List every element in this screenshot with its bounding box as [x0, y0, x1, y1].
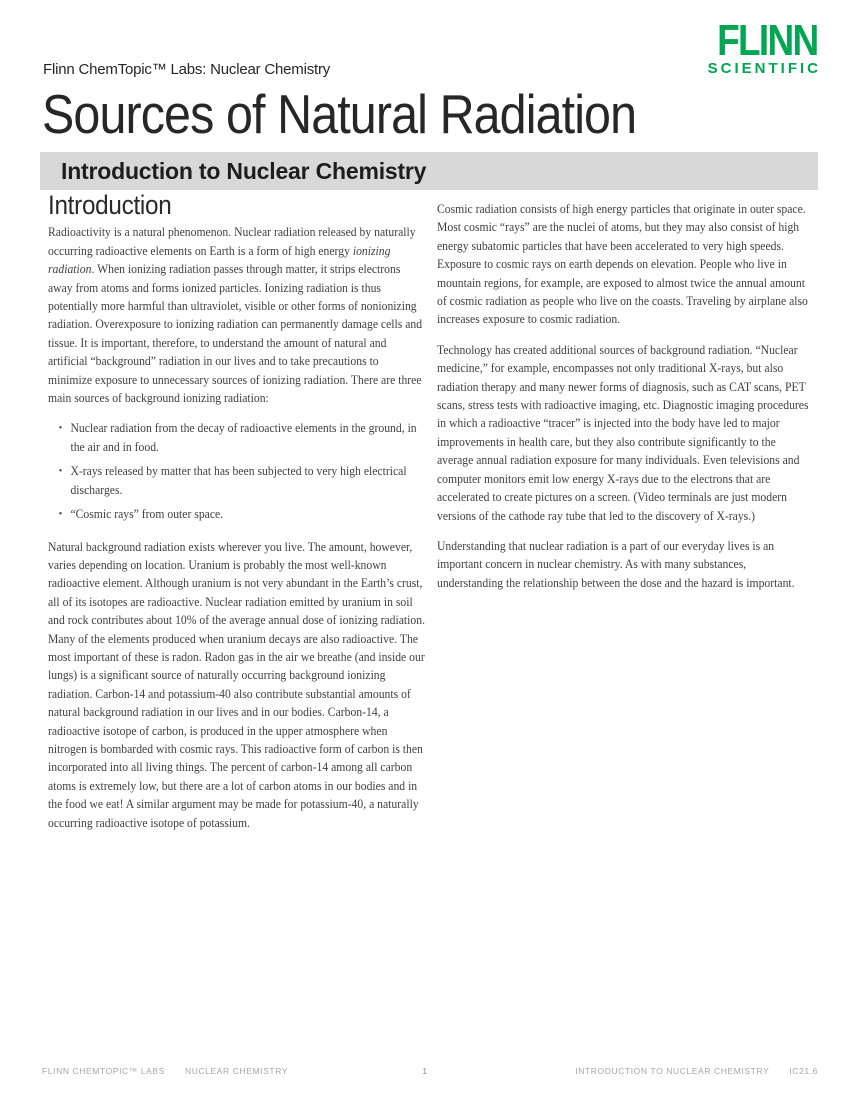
bullet-icon: • — [58, 422, 63, 435]
technology-sources-paragraph: Technology has created additional sources of background radiation. “Nuclear medicine,” for example, encompasses not only traditional X-rays, but also radiation therapy and many newer forms of diagnosis, such as CAT scans, PET scans, stress tests with radioactive imaging, etc. Diagnostic imaging procedures in which a radioactive “tracer” is injected into the body have led to major improvements in health care, but they also contribute significantly to the average annual radiation exposure for many individuals. Even televisions and computer monitors emit low energy X-rays due to the electrons that are accelerated to create pictures on a screen. (Video terminals are just modern versions of the cathode ray tube that led to the discovery of X-rays.) — [437, 341, 809, 523]
footer-volume: NUCLEAR CHEMISTRY — [184, 1066, 289, 1076]
footer-series: FLINN CHEMTOPIC™ LABS — [42, 1066, 165, 1076]
footer-section: INTRODUCTION TO NUCLEAR CHEMISTRY — [575, 1066, 770, 1076]
radiation-sources-list — [48, 419, 425, 523]
list-item-text: X-rays released by matter that has been subjected to very high electrical discharges. — [70, 463, 407, 497]
logo-scientific-wordmark: SCIENTIFIC — [707, 60, 821, 78]
page-footer — [0, 1066, 850, 1080]
introduction-heading: Introduction — [48, 190, 172, 220]
footer-right — [575, 1066, 818, 1076]
italic-term: ionizing radiation — [48, 242, 391, 277]
list-item — [59, 419, 425, 456]
intro-paragraph — [48, 223, 425, 407]
list-item-text: Nuclear radiation from the decay of radioactive elements in the ground, in the air and in food. — [70, 420, 417, 454]
background-radiation-paragraph: Natural background radiation exists wherever you live. The amount, however, varies depending on location. Uranium is probably the most well-known radioactive element. Although uranium is not very abundant in the Earth’s crust, all of its isotopes are radioactive. Nuclear radiation emitted by uranium in soil and rock contributes about 10% of the average annual dose of ionizing radiation. Many of the elements produced when uranium decays are also radioactive. The most important of these is radon. Radon gas in the air we breathe (and inside our lungs) is a significant source of naturally occurring background ionizing radiation. Carbon-14 and potassium-40 also contribute substantial amounts of natural background radiation in our lives and in our bodies. Carbon-14, a radioactive isotope of carbon, is produced in the upper atmosphere when nitrogen is bombarded with cosmic rays. This radioactive form of carbon is then incorporated into all living things. The percent of carbon-14 among all carbon atoms is extremely low, but there are a lot of carbon atoms in our bodies and in the food we eat! A similar argument may be made for potassium-40, a naturally occurring radioactive isotope of potassium. — [48, 538, 426, 830]
section-banner-label: Introduction to Nuclear Chemistry — [61, 157, 427, 184]
paragraph-text: Radioactivity is a natural phenomenon. Nuclear radiation released by naturally occurring radioactive elements on Earth is a form of high energy — [48, 224, 416, 258]
page-title: Sources of Natural Radiation — [42, 83, 637, 145]
left-column — [48, 190, 426, 844]
paragraph-text: . When ionizing radiation passes through matter, it strips electrons away from atoms and forms ionized particles. Ionizing radiation is thus potentially more harmful than ultraviolet, visible or other forms of nonionizing radiation. Overexposure to ionizing radiation can permanently damage cells and tissue. It is important, therefore, to understand the amount of natural and artificial “background” radiation in our lives and to take precautions to minimize exposure to unnecessary sources of ionizing radiation. There are three main sources of background ionizing radiation: — [48, 261, 423, 406]
logo-flinn-wordmark: FLINN — [717, 16, 818, 65]
cosmic-radiation-paragraph: Cosmic radiation consists of high energy particles that originate in outer space. Most cosmic “rays” are the nuclei of atoms, but they may also consist of high energy subatomic particles that have been accelerated to very high speeds. Exposure to cosmic rays on earth depends on elevation. People who live in mountain regions, for example, are exposed to almost twice the annual amount of cosmic radiation as people who live on the coasts. Traveling by airplane also increases exposure to cosmic radiation. — [437, 201, 808, 327]
footer-code: IC21.6 — [789, 1066, 818, 1076]
flinn-scientific-logo — [698, 16, 821, 78]
series-kicker: Flinn ChemTopic™ Labs: Nuclear Chemistry — [43, 61, 331, 78]
right-column — [437, 200, 814, 604]
list-item — [59, 505, 425, 523]
footer-page-number: 1 — [422, 1066, 428, 1076]
bullet-icon: • — [58, 465, 63, 478]
section-banner — [40, 152, 818, 190]
list-item — [59, 462, 425, 499]
closing-paragraph: Understanding that nuclear radiation is a part of our everyday lives is an important concern in nuclear chemistry. As with many substances, understanding the relationship between the dose and the hazard is important. — [437, 537, 795, 590]
bullet-icon: • — [58, 508, 63, 521]
list-item-text: “Cosmic rays” from outer space. — [70, 506, 224, 522]
